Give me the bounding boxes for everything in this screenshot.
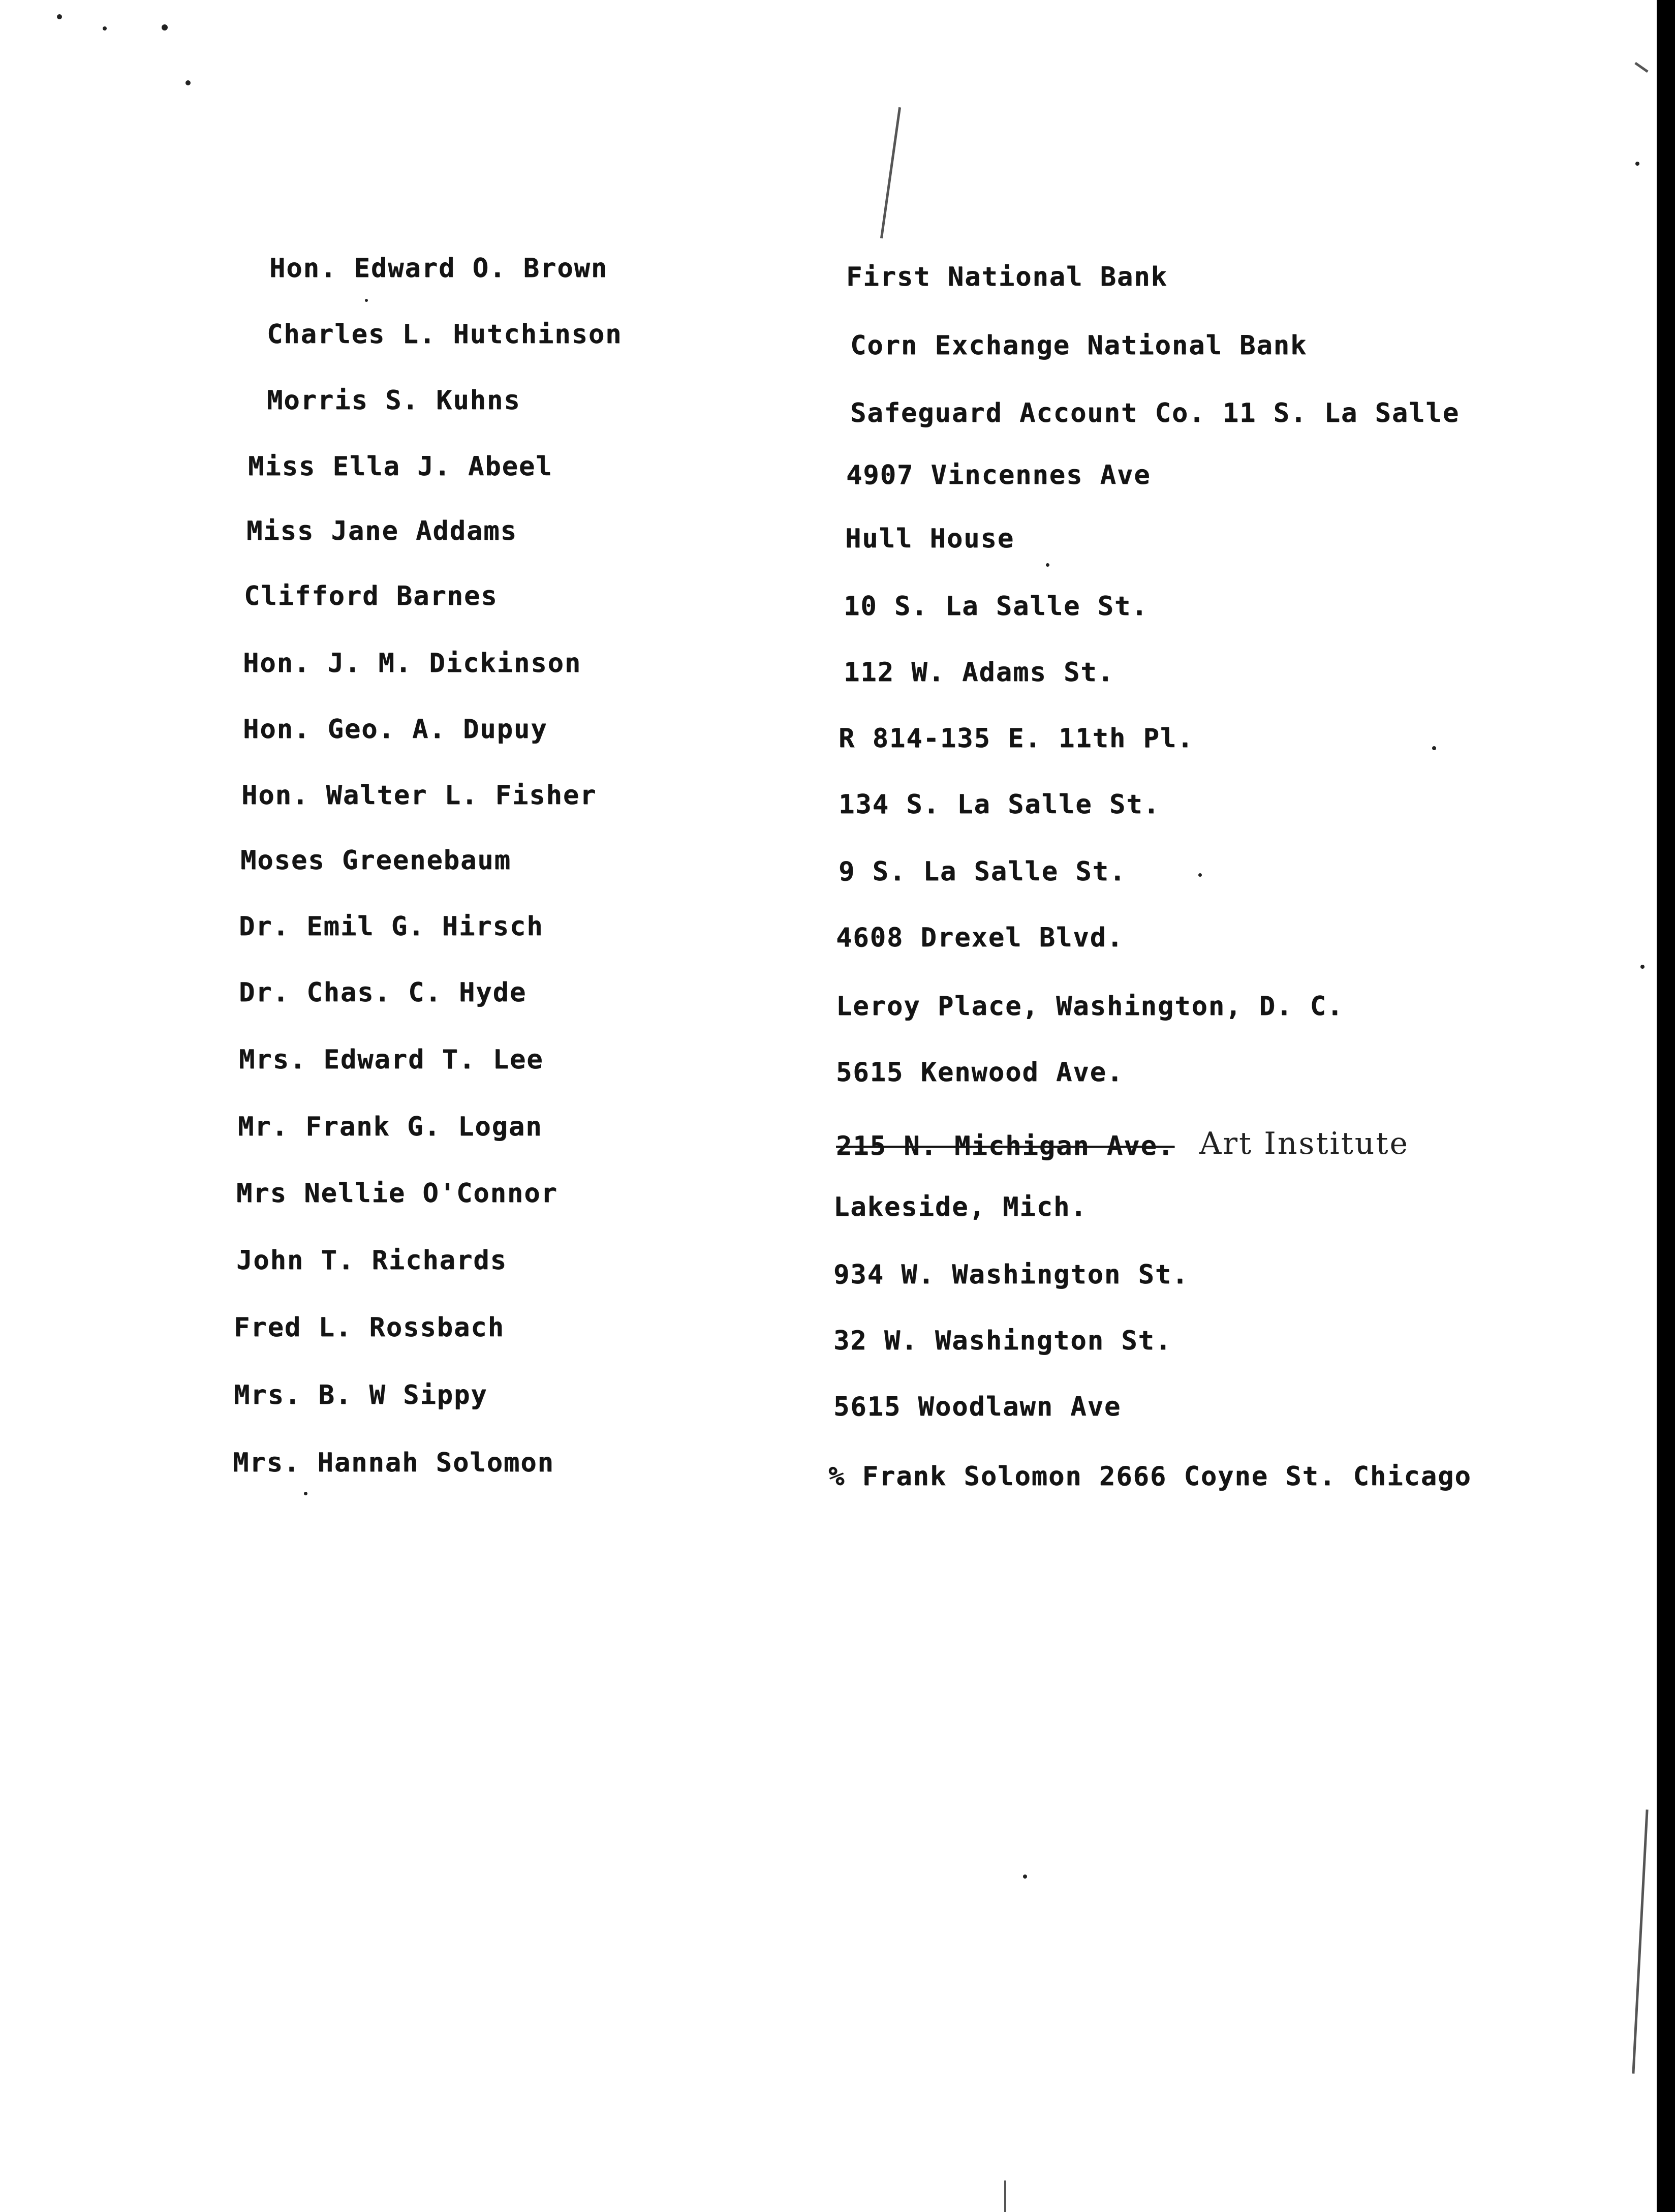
- address-17: 32 W. Washington St.: [833, 1326, 1172, 1356]
- scan-speck: [1640, 965, 1645, 969]
- name-17: Fred L. Rossbach: [234, 1312, 505, 1343]
- name-15: Mrs Nellie O'Connor: [236, 1178, 558, 1209]
- scan-scratch: [1004, 2180, 1006, 2212]
- address-6: 10 S. La Salle St.: [844, 591, 1149, 622]
- address-3: Safeguard Account Co. 11 S. La Salle: [850, 398, 1460, 428]
- scan-scratch: [880, 107, 901, 238]
- name-12: Dr. Chas. C. Hyde: [239, 977, 527, 1008]
- name-8: Hon. Geo. A. Dupuy: [243, 714, 548, 745]
- address-8: R 814-135 E. 11th Pl.: [839, 723, 1194, 754]
- address-14-struck: 215 N. Michigan Ave.: [836, 1131, 1175, 1161]
- address-2: Corn Exchange National Bank: [850, 330, 1308, 361]
- scan-scratch: [1634, 62, 1648, 73]
- scan-speck: [1023, 1875, 1027, 1879]
- address-9: 134 S. La Salle St.: [839, 789, 1160, 820]
- scan-speck: [1635, 162, 1639, 166]
- address-19: % Frank Solomon 2666 Coyne St. Chicago: [828, 1461, 1472, 1492]
- address-1: First National Bank: [846, 262, 1168, 292]
- scan-speck: [304, 1492, 307, 1495]
- name-6: Clifford Barnes: [244, 581, 498, 611]
- name-4: Miss Ella J. Abeel: [248, 451, 553, 482]
- name-18: Mrs. B. W Sippy: [234, 1380, 488, 1410]
- scan-speck: [1046, 563, 1049, 567]
- name-5: Miss Jane Addams: [246, 516, 517, 546]
- name-7: Hon. J. M. Dickinson: [243, 648, 582, 679]
- scan-speck: [162, 24, 168, 30]
- scan-scratch: [1632, 1809, 1648, 2074]
- address-10: 9 S. La Salle St.: [839, 856, 1127, 887]
- name-1: Hon. Edward O. Brown: [269, 253, 608, 284]
- address-7: 112 W. Adams St.: [844, 657, 1114, 688]
- scan-speck: [1198, 873, 1202, 877]
- address-4: 4907 Vincennes Ave: [846, 460, 1151, 490]
- name-9: Hon. Walter L. Fisher: [241, 780, 597, 811]
- name-19: Mrs. Hannah Solomon: [233, 1448, 554, 1478]
- name-11: Dr. Emil G. Hirsch: [239, 911, 544, 942]
- name-13: Mrs. Edward T. Lee: [239, 1044, 544, 1075]
- address-5: Hull House: [845, 524, 1015, 554]
- address-13: 5615 Kenwood Ave.: [836, 1057, 1124, 1088]
- scan-speck: [103, 26, 107, 30]
- address-12: Leroy Place, Washington, D. C.: [836, 991, 1344, 1022]
- scan-speck: [365, 299, 368, 302]
- scan-speck: [185, 80, 191, 85]
- scan-speck: [57, 14, 62, 19]
- scan-border: [1657, 0, 1675, 2212]
- name-2: Charles L. Hutchinson: [267, 319, 623, 350]
- name-10: Moses Greenebaum: [240, 845, 511, 876]
- address-18: 5615 Woodlawn Ave: [833, 1392, 1122, 1422]
- name-3: Morris S. Kuhns: [267, 385, 521, 416]
- scan-speck: [1432, 746, 1436, 750]
- address-16: 934 W. Washington St.: [833, 1259, 1189, 1290]
- address-15: Lakeside, Mich.: [833, 1192, 1088, 1222]
- name-14: Mr. Frank G. Logan: [238, 1112, 543, 1142]
- address-11: 4608 Drexel Blvd.: [836, 923, 1124, 953]
- handwritten-note: Art Institute: [1199, 1126, 1410, 1161]
- name-16: John T. Richards: [236, 1245, 507, 1276]
